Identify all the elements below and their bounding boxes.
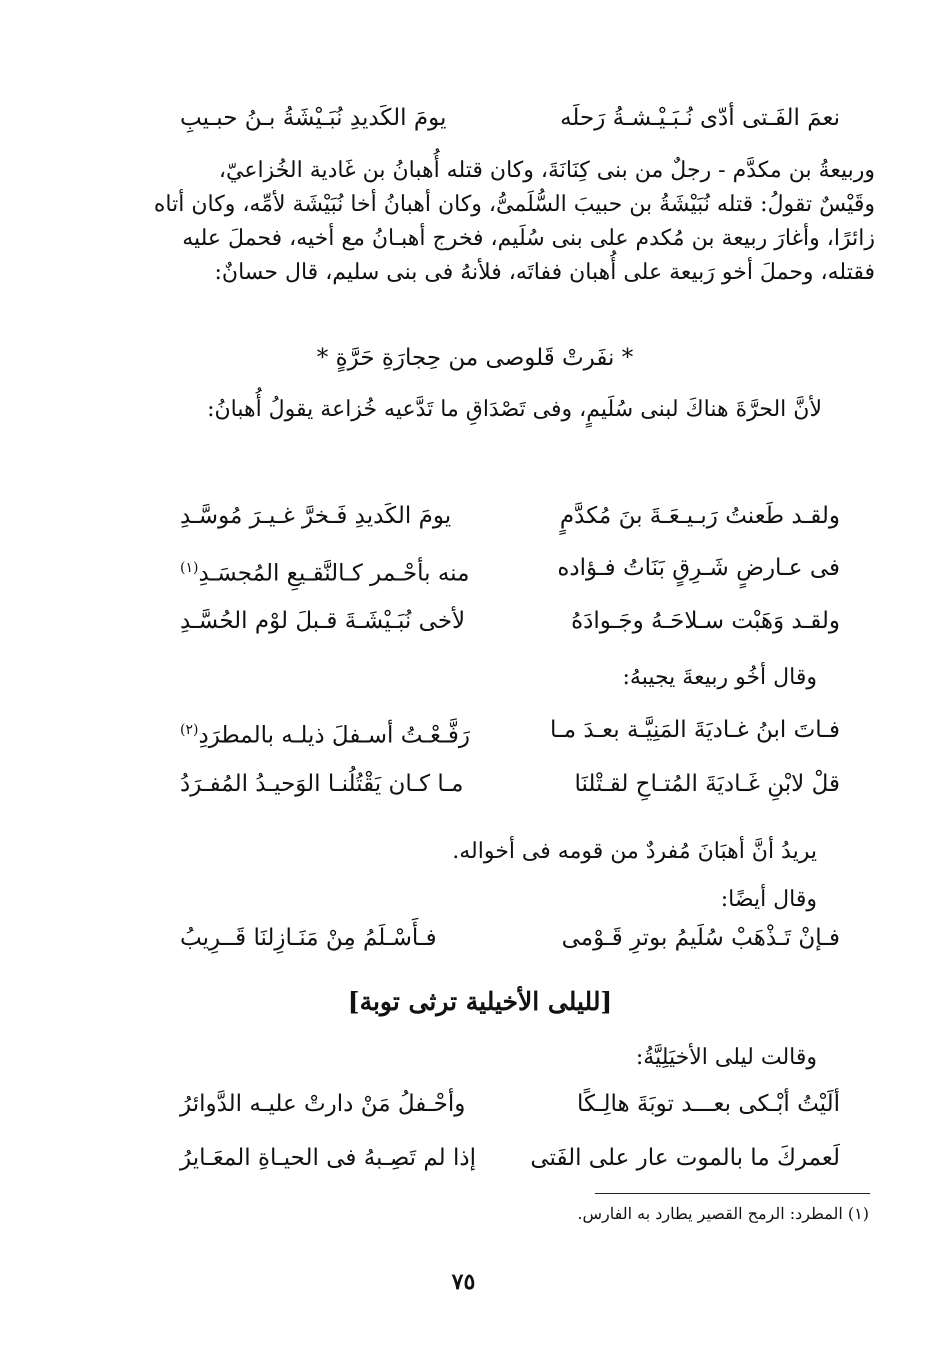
verse-text: منه بأحْـمر كـالنَّقـيعِ المُجسَـدِ [198,560,470,587]
verse-hemistich-left: إذا لم تَصِـبهُ فى الحيـاةِ المعَـايرُ [180,1145,477,1171]
verse-line [150,764,840,804]
prose-line: لأنَّ الحرَّةَ هناكَ لبنى سُلَيمٍ، وفى تَصْدَاقِ ما تَدَّعيه خُزاعة يقولُ أُهبانُ: [207,397,822,422]
page-number: ٧٥ [451,1269,476,1295]
verse-line [150,1084,840,1124]
verse-hemistich-left: لأخى نُبَـيْشَـةَ قـبلَ لوْم الحُسَّـدِ [180,608,466,634]
footnote-ref: (٢) [180,722,199,738]
verse-hemistich-left: يومَ الكَديدِ فَـخرَّ غـيـرَ مُوسَّـدِ [180,503,452,529]
verse-hemistich-right: ألَيْتُ أبْـكى بعـــد توبَةَ هالِـكًا [577,1091,840,1117]
verse-line [150,1138,840,1178]
verse-hemistich-right: قلْ لابْنِ غَـاديَةَ المُتـاحِ لقـتْلنَا [574,771,840,797]
verse-hemistich-left: يومَ الكَديدِ نُبَـيْشَةُ بـنُ حبـيبِ [180,105,447,131]
footnote-separator [595,1193,870,1194]
verse-line [150,496,840,536]
verse-hemistich-right: ولقـد طَعنتُ رَبـيـعَـةَ بنَ مُكدَّمٍ [559,503,840,529]
verse-text: رَفَّـعْـتُ أسـفلَ ذيلـه بالمطرَدِ [198,722,470,749]
prose-line: وقَيْسٌ تقولُ: قتله نُبَيْشَةُ بن حبيبَ السُّلَمىُّ، وكان أهبانُ أخا نُبَيْشَة لأمِّه، وكان أتاه [153,192,875,217]
verse-hemistich-left [180,710,470,756]
intro-line: وقال أيضًا: [720,887,817,912]
verse-line-top [150,98,840,138]
quoted-hemistich: * نفَرتْ قَلوصى من حِجارَةِ حَرَّةٍ * [316,345,634,371]
verse-hemistich-right: لَعمركَ ما بالموت عار على الفَتى [530,1145,840,1171]
verse-hemistich-right: نعمَ الفَـتى أدّى نُـبَـيْـشـةُ رَحلَه [560,105,840,131]
verse-line [150,710,840,750]
prose-line: فقتله، وحملَ أخو رَبيعة على أُهبان ففاتَه، فلأنهُ فى بنى سليم، قال حسانٌ: [214,260,875,285]
footnote-ref: (١) [180,560,199,576]
verse-line [150,601,840,641]
verse-hemistich-right: فـاتَ ابنُ غـاديَةَ المَنِيَّـة بعـدَ مـا [549,717,840,743]
section-heading: [لليلى الأخيلية ترثى توبة] [347,987,613,1016]
intro-line: وقالت ليلى الأخيَلِيَّةُ: [635,1045,817,1070]
verse-hemistich-left: وأحْـفلُ مَنْ دارتْ عليـه الدَّوائرُ [180,1091,466,1117]
explanation-line: يريدُ أنَّ أهبَانَ مُفردٌ من قومه فى أخواله. [452,839,817,864]
verse-hemistich-left: فـأَسْـلَمُ مِنْ مَنَـازِلنَا قَــرِيبُ [180,925,437,951]
verse-hemistich-right: ولقـد وَهَبْت سـلاحَـهُ وجَـوادَهُ [571,608,840,634]
prose-paragraph [130,154,875,290]
prose-line: زائرًا، وأغارَ ربيعة بن مُكدم على بنى سُلَيم، فخرج أهبـانُ مع أخيه، فحملَ عليه [182,226,875,251]
intro-line: وقال أخُو ربيعةَ يجيبهُ: [622,665,817,690]
footnote: (١) المطرد: الرمح القصير يطارد به الفارس. [577,1204,869,1223]
prose-line: وربيعةُ بن مكدَّم - رجلٌ من بنى كِنَانَةَ، وكان قتله أُهبانُ بن غَادية الخُزاعيّ، [218,158,875,183]
verse-hemistich-left [180,548,469,594]
verse-line [150,548,840,588]
verse-line [150,918,840,958]
verse-hemistich-left: مـا كـان يَقْتُلُنـا الوَحيـدُ المُفـرَدُ [180,771,464,797]
verse-hemistich-right: فى عـارضٍ شَـرِقٍ بَنَاتُ فـؤاده [557,555,840,581]
verse-hemistich-right: فـإنْ تَـذْهَبْ سُلَيمُ بوترِ قَـوْمى [561,925,840,951]
